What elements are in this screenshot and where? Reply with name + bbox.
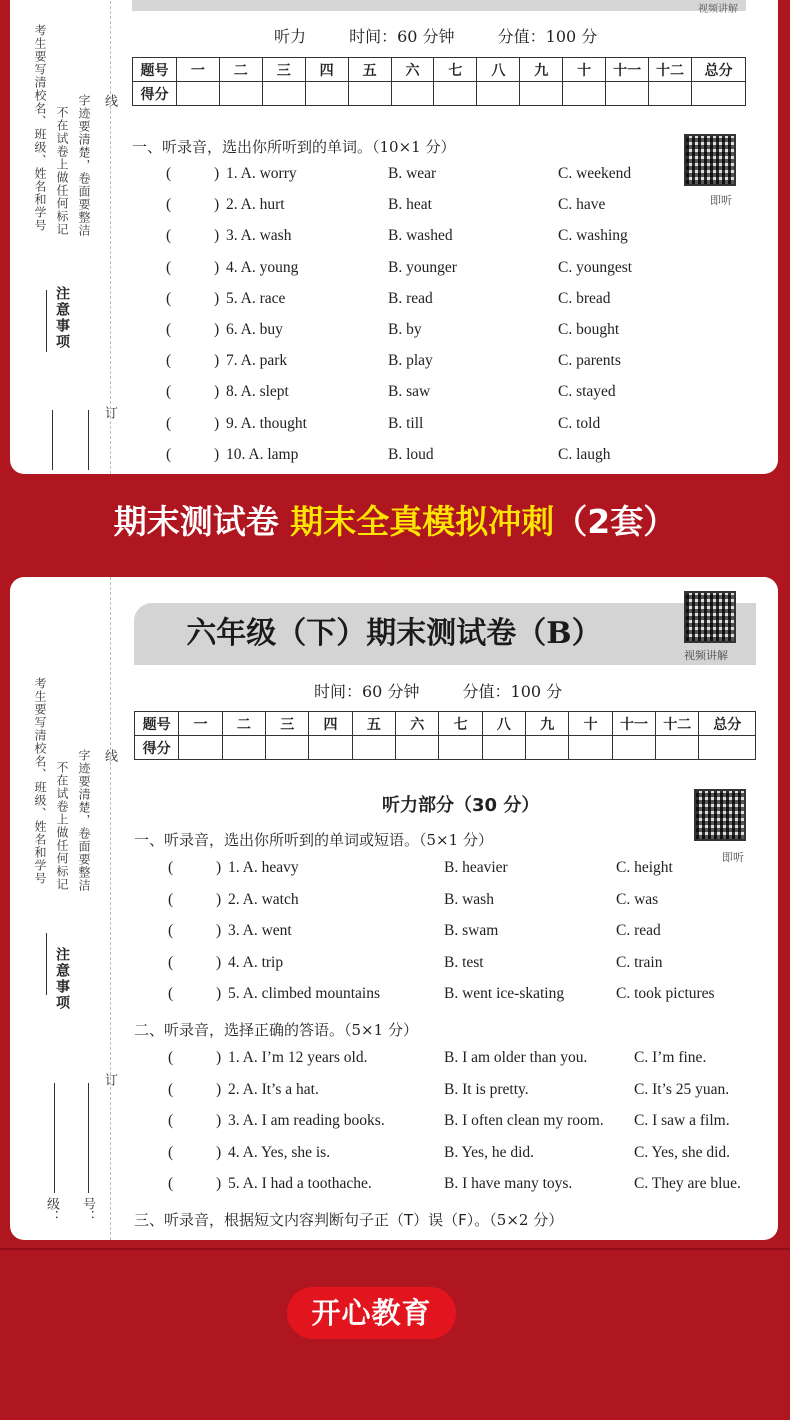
- score-cell[interactable]: [439, 736, 482, 760]
- answer-paren[interactable]: (: [168, 859, 174, 876]
- option-a: 2. A. watch: [228, 890, 299, 908]
- exam-title: 六年级（下）期末测试卷（B）: [186, 616, 602, 651]
- qr-code-icon[interactable]: [684, 591, 736, 643]
- option-c: C. told: [558, 414, 601, 432]
- question-row: [166, 321, 766, 341]
- qr-caption: 即听: [710, 194, 732, 207]
- score-table: [134, 711, 756, 760]
- col-header: 六: [391, 58, 434, 82]
- option-a: 3. A. went: [228, 922, 292, 940]
- option-b: B. I am older than you.: [444, 1049, 588, 1066]
- option-a: 4. A. young: [226, 258, 299, 276]
- cut-mark-xian: 线: [102, 94, 117, 107]
- section-text: 一、听录音，选出你所听到的单词或短语。: [134, 831, 420, 849]
- option-c: C. was: [616, 890, 659, 908]
- answer-paren[interactable]: (: [166, 321, 172, 338]
- answer-paren-close: ): [214, 196, 220, 214]
- score-cell[interactable]: [176, 82, 219, 106]
- class-label: 级：: [44, 1197, 59, 1223]
- option-b: B. heavier: [444, 859, 508, 876]
- notice-title: 注意事项: [54, 947, 70, 1011]
- score-cell[interactable]: [649, 82, 692, 106]
- binding-dash: [110, 577, 111, 1240]
- option-b: B. till: [388, 414, 424, 432]
- score-cell[interactable]: [656, 736, 699, 760]
- option-b: B. loud: [388, 445, 434, 463]
- col-header: 一: [179, 712, 222, 736]
- option-c: C. read: [616, 922, 661, 940]
- col-header: 三: [262, 58, 305, 82]
- id-label: 号：: [80, 1197, 95, 1223]
- binding-margin: [10, 0, 117, 474]
- option-a: 1. A. I’m 12 years old.: [228, 1049, 368, 1066]
- qr-caption: 即听: [722, 851, 744, 864]
- option-a: 4. A. trip: [228, 953, 284, 971]
- option-b: B. It is pretty.: [444, 1080, 529, 1098]
- col-header: 二: [222, 712, 265, 736]
- score-cell[interactable]: [352, 736, 395, 760]
- col-header: 十: [563, 58, 606, 82]
- answer-paren[interactable]: (: [168, 1175, 174, 1193]
- answer-paren-close: ): [216, 1080, 222, 1098]
- brand-logo: 开心教育: [287, 1287, 456, 1339]
- answer-paren[interactable]: (: [166, 352, 172, 370]
- binding-dash: [110, 0, 111, 474]
- bottom-exam-page: [10, 577, 778, 1240]
- section-1-title: [132, 136, 455, 157]
- option-a: 5. A. I had a toothache.: [228, 1175, 372, 1193]
- answer-paren-close: ): [214, 383, 220, 401]
- score-cell[interactable]: [219, 82, 262, 106]
- option-a: 10. A. lamp: [226, 445, 299, 463]
- option-b: B. play: [388, 352, 433, 370]
- question-row: [166, 383, 766, 403]
- option-c: C. parents: [558, 352, 621, 370]
- qr-code-icon[interactable]: [694, 789, 746, 841]
- margin-note-2: 不在试卷上做任何标记: [55, 761, 69, 891]
- col-header: 十一: [606, 58, 649, 82]
- table-row: [133, 58, 746, 82]
- col-header: 十二: [649, 58, 692, 82]
- margin-note-3: 字迹要清楚，卷面要整洁: [77, 94, 91, 237]
- option-c: C. laugh: [558, 445, 611, 463]
- exam-info: [274, 24, 635, 47]
- option-a: 6. A. buy: [226, 321, 283, 338]
- qr-label: 视频讲解: [684, 649, 728, 662]
- col-header: 八: [482, 712, 525, 736]
- fill-line: [52, 410, 53, 470]
- option-b: B. washed: [388, 227, 453, 245]
- question-row: [168, 1175, 768, 1195]
- answer-paren-close: ): [216, 890, 222, 908]
- answer-paren[interactable]: (: [166, 289, 172, 307]
- table-row: [133, 82, 746, 106]
- section-points: （5×1 分）: [344, 1021, 418, 1039]
- binding-margin: [10, 577, 117, 1240]
- col-header: 总分: [691, 58, 745, 82]
- score-cell[interactable]: [691, 82, 745, 106]
- promo-banner: [0, 482, 790, 564]
- score-cell[interactable]: [262, 82, 305, 106]
- answer-paren[interactable]: (: [168, 890, 174, 908]
- option-c: C. It’s 25 yuan.: [634, 1080, 730, 1098]
- score-cell[interactable]: [699, 736, 756, 760]
- option-c: C. I saw a film.: [634, 1112, 730, 1130]
- score-label: 分值：100 分: [462, 682, 563, 701]
- question-row: [168, 922, 768, 942]
- answer-paren[interactable]: (: [166, 445, 172, 463]
- option-b: B. went ice-skating: [444, 985, 565, 1003]
- col-header: 十: [569, 712, 612, 736]
- score-cell[interactable]: [179, 736, 222, 760]
- fill-line: [88, 410, 89, 470]
- top-exam-page: [10, 0, 778, 474]
- answer-paren[interactable]: (: [168, 1112, 174, 1130]
- cut-mark-xian: 线: [102, 749, 117, 762]
- score-cell[interactable]: [391, 82, 434, 106]
- answer-paren[interactable]: (: [166, 258, 172, 276]
- answer-paren[interactable]: (: [168, 985, 174, 1003]
- answer-paren-close: ): [216, 1049, 222, 1066]
- score-cell[interactable]: [606, 82, 649, 106]
- row-label: 题号: [135, 712, 179, 736]
- option-c: C. took pictures: [616, 985, 715, 1003]
- option-a: 2. A. hurt: [226, 196, 285, 214]
- option-a: 7. A. park: [226, 352, 288, 370]
- score-cell[interactable]: [520, 82, 563, 106]
- time-label: 时间：60 分钟: [314, 682, 420, 701]
- col-header: 四: [305, 58, 348, 82]
- answer-paren[interactable]: (: [166, 383, 172, 401]
- score-cell[interactable]: [305, 82, 348, 106]
- answer-paren-close: ): [216, 922, 222, 940]
- answer-paren-close: ): [216, 953, 222, 971]
- score-cell[interactable]: [569, 736, 612, 760]
- question-row: [166, 415, 766, 435]
- option-a: 3. A. wash: [226, 227, 292, 245]
- score-cell[interactable]: [526, 736, 569, 760]
- section-3-title: [134, 1209, 563, 1230]
- answer-paren-close: ): [216, 1112, 222, 1130]
- score-label: 分值：100 分: [497, 27, 598, 46]
- answer-paren-close: ): [216, 985, 222, 1003]
- option-b: B. younger: [388, 258, 457, 276]
- score-cell[interactable]: [266, 736, 309, 760]
- option-b: B. wash: [444, 890, 494, 908]
- answer-paren-close: ): [214, 258, 220, 276]
- answer-paren[interactable]: (: [166, 414, 172, 432]
- col-header: 八: [477, 58, 520, 82]
- table-row: [135, 712, 756, 736]
- question-row: [166, 259, 766, 279]
- question-row: [168, 859, 768, 879]
- margin-note-2: 不在试卷上做任何标记: [55, 106, 69, 236]
- score-cell[interactable]: [434, 82, 477, 106]
- col-header: 七: [439, 712, 482, 736]
- answer-paren-close: ): [216, 1175, 222, 1193]
- answer-paren[interactable]: (: [168, 1080, 174, 1098]
- question-row: [166, 196, 766, 216]
- subject-label: 听力: [274, 27, 307, 46]
- answer-paren-close: ): [214, 321, 220, 338]
- option-c: C. height: [616, 859, 673, 876]
- video-note: 视频讲解: [698, 4, 738, 15]
- margin-note-1: 考生要写清校名、班级、姓名和学号: [33, 677, 47, 885]
- answer-paren-close: ): [214, 445, 220, 463]
- cut-mark-ding: 订: [102, 406, 117, 419]
- col-header: 二: [219, 58, 262, 82]
- score-cell[interactable]: [396, 736, 439, 760]
- option-c: C. Yes, she did.: [634, 1143, 731, 1161]
- option-b: B. heat: [388, 196, 432, 214]
- question-row: [168, 1112, 768, 1132]
- answer-paren[interactable]: (: [168, 922, 174, 940]
- banner-text-2: （2套）: [554, 502, 677, 541]
- time-label: 时间：60 分钟: [349, 27, 455, 46]
- answer-paren[interactable]: (: [166, 196, 172, 214]
- score-table: [132, 57, 746, 106]
- answer-paren-close: ): [214, 414, 220, 432]
- option-b: B. read: [388, 289, 433, 307]
- col-header: 七: [434, 58, 477, 82]
- table-row: [135, 736, 756, 760]
- section-points: （5×2 分）: [489, 1211, 564, 1229]
- question-row: [168, 1144, 768, 1164]
- answer-paren-close: ): [216, 1143, 222, 1161]
- banner-highlight: 期末全真模拟冲刺: [290, 502, 555, 541]
- question-row: [166, 227, 766, 247]
- option-c: C. youngest: [558, 258, 633, 276]
- col-header: 五: [348, 58, 391, 82]
- option-b: B. I have many toys.: [444, 1175, 573, 1193]
- margin-note-1: 考生要写清校名、班级、姓名和学号: [33, 24, 47, 232]
- margin-note-3: 字迹要清楚，卷面要整洁: [77, 749, 91, 892]
- id-fill-line[interactable]: [88, 1083, 89, 1193]
- section-text: 二、听录音，选择正确的答语。: [134, 1021, 345, 1039]
- banner-text: 期末测试卷: [113, 502, 291, 541]
- row-label: 得分: [135, 736, 179, 760]
- answer-paren[interactable]: (: [168, 1049, 174, 1066]
- option-a: 5. A. climbed mountains: [228, 985, 380, 1003]
- option-a: 1. A. worry: [226, 165, 297, 182]
- col-header: 六: [396, 712, 439, 736]
- question-row: [168, 891, 768, 911]
- option-c: C. They are blue.: [634, 1175, 741, 1193]
- col-header: 五: [352, 712, 395, 736]
- option-c: C. train: [616, 953, 663, 971]
- question-row: [168, 954, 768, 974]
- question-row: [166, 446, 766, 466]
- score-cell[interactable]: [563, 82, 606, 106]
- margin-divider: [46, 933, 47, 995]
- col-header: 总分: [699, 712, 756, 736]
- section-points: （5×1 分）: [419, 831, 493, 849]
- row-label: 题号: [133, 58, 177, 82]
- option-b: B. I often clean my room.: [444, 1112, 604, 1130]
- score-cell[interactable]: [222, 736, 265, 760]
- answer-paren-close: ): [214, 227, 220, 245]
- option-b: B. test: [444, 953, 484, 971]
- question-row: [166, 352, 766, 372]
- col-header: 四: [309, 712, 352, 736]
- option-a: 8. A. slept: [226, 383, 289, 401]
- option-b: B. by: [388, 321, 422, 338]
- row-label: 得分: [133, 82, 177, 106]
- question-row: [166, 290, 766, 310]
- score-cell[interactable]: [612, 736, 655, 760]
- option-c: C. washing: [558, 227, 628, 245]
- margin-divider: [46, 290, 47, 352]
- col-header: 十一: [612, 712, 655, 736]
- option-c: C. weekend: [558, 165, 632, 182]
- col-header: 三: [266, 712, 309, 736]
- option-b: B. saw: [388, 383, 431, 401]
- listening-heading: 听力部分（30 分）: [382, 795, 540, 816]
- notice-title: 注意事项: [54, 286, 70, 350]
- exam-info: [314, 679, 600, 702]
- section-text: 三、听录音，根据短文内容判断句子正（T）误（F）。: [134, 1211, 490, 1229]
- col-header: 九: [520, 58, 563, 82]
- answer-paren-close: ): [214, 289, 220, 307]
- question-row: [168, 1049, 768, 1069]
- question-row: [168, 985, 768, 1005]
- option-a: 1. A. heavy: [228, 859, 299, 876]
- option-c: C. bought: [558, 321, 620, 338]
- answer-paren[interactable]: (: [166, 165, 172, 182]
- score-cell[interactable]: [348, 82, 391, 106]
- option-a: 4. A. Yes, she is.: [228, 1143, 331, 1161]
- answer-paren[interactable]: (: [168, 1143, 174, 1161]
- exam-title-bar: [134, 603, 756, 665]
- score-cell[interactable]: [482, 736, 525, 760]
- section-1-title: [134, 829, 493, 850]
- option-a: 9. A. thought: [226, 414, 307, 432]
- option-c: C. I’m fine.: [634, 1049, 707, 1066]
- option-c: C. have: [558, 196, 606, 214]
- section-text: 一、听录音，选出你所听到的单词。: [132, 138, 373, 156]
- answer-paren-close: ): [214, 165, 220, 182]
- option-a: 2. A. It’s a hat.: [228, 1080, 319, 1098]
- question-row: [168, 1081, 768, 1101]
- score-cell[interactable]: [309, 736, 352, 760]
- option-a: 5. A. race: [226, 289, 286, 307]
- class-fill-line[interactable]: [54, 1083, 55, 1193]
- score-cell[interactable]: [477, 82, 520, 106]
- option-a: 3. A. I am reading books.: [228, 1112, 385, 1130]
- answer-paren[interactable]: (: [168, 953, 174, 971]
- option-b: B. swam: [444, 922, 499, 940]
- answer-paren[interactable]: (: [166, 227, 172, 245]
- section-2-title: [134, 1019, 418, 1040]
- cut-mark-ding: 订: [102, 1073, 117, 1086]
- answer-paren-close: ): [216, 859, 222, 876]
- option-c: C. bread: [558, 289, 611, 307]
- section-points: （10×1 分）: [372, 138, 456, 156]
- answer-paren-close: ): [214, 352, 220, 370]
- option-b: B. wear: [388, 165, 437, 182]
- col-header: 九: [526, 712, 569, 736]
- option-b: B. Yes, he did.: [444, 1143, 535, 1161]
- col-header: 十二: [656, 712, 699, 736]
- col-header: 一: [176, 58, 219, 82]
- question-row: [166, 165, 766, 185]
- title-strip: [132, 0, 746, 11]
- option-c: C. stayed: [558, 383, 616, 401]
